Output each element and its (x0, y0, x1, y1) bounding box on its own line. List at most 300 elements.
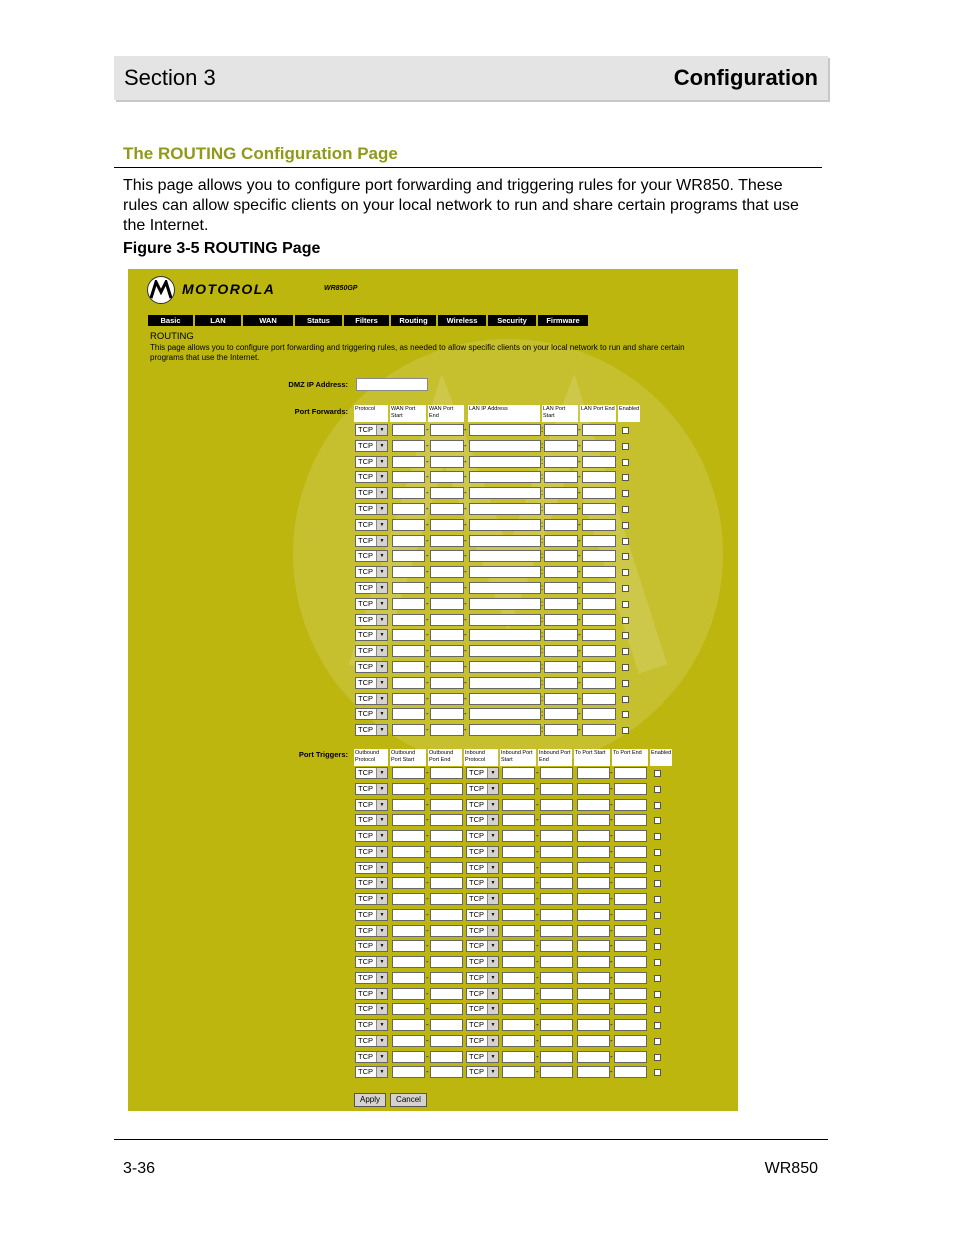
trigger-row-13-outbound-protocol-select[interactable] (355, 956, 388, 968)
forward-row-5-lan-start-input[interactable] (544, 487, 578, 499)
forward-row-15-protocol-select[interactable] (355, 645, 388, 657)
forward-row-19-lan-end-input[interactable] (582, 708, 616, 720)
trigger-row-12-in-end-input[interactable] (540, 940, 573, 952)
trigger-row-5-in-start-input[interactable] (502, 830, 535, 842)
trigger-row-10-inbound-protocol-select[interactable] (466, 909, 499, 921)
trigger-row-5-to-end-input[interactable] (614, 830, 647, 842)
trigger-row-13-inbound-protocol-select[interactable] (466, 956, 499, 968)
forward-row-10-wan-end-input[interactable] (430, 566, 464, 578)
trigger-row-4-inbound-protocol-select[interactable] (466, 814, 499, 826)
forward-row-1-lan-ip-input[interactable] (469, 424, 544, 436)
forward-row-14-lan-ip-input[interactable] (469, 629, 544, 641)
forward-row-3-enabled-checkbox[interactable] (622, 459, 629, 466)
forward-row-20-enabled-checkbox[interactable] (622, 727, 629, 734)
trigger-row-12-out-end-input[interactable] (430, 940, 463, 952)
trigger-row-17-to-end-input[interactable] (614, 1019, 647, 1031)
trigger-row-3-in-end-input[interactable] (540, 799, 573, 811)
forward-row-4-lan-end-input[interactable] (582, 471, 616, 483)
trigger-row-9-enabled-checkbox[interactable] (654, 896, 661, 903)
forward-row-8-wan-start-input[interactable] (392, 535, 425, 547)
trigger-row-16-inbound-protocol-select[interactable] (466, 1003, 499, 1015)
forward-row-14-wan-start-input[interactable] (392, 629, 425, 641)
forward-row-1-wan-end-input[interactable] (430, 424, 464, 436)
cancel-button[interactable]: Cancel (390, 1093, 427, 1107)
forward-row-1-lan-end-input[interactable] (582, 424, 616, 436)
trigger-row-4-to-end-input[interactable] (614, 814, 647, 826)
trigger-row-4-outbound-protocol-select[interactable] (355, 814, 388, 826)
trigger-row-17-outbound-protocol-select[interactable] (355, 1019, 388, 1031)
forward-row-10-lan-end-input[interactable] (582, 566, 616, 578)
forward-row-9-lan-ip-input[interactable] (469, 550, 544, 562)
trigger-row-4-enabled-checkbox[interactable] (654, 817, 661, 824)
trigger-row-11-to-start-input[interactable] (577, 925, 610, 937)
forward-row-10-lan-start-input[interactable] (544, 566, 578, 578)
trigger-row-18-outbound-protocol-select[interactable] (355, 1035, 388, 1047)
trigger-row-10-out-end-input[interactable] (430, 909, 463, 921)
trigger-row-7-out-end-input[interactable] (430, 862, 463, 874)
forward-row-12-wan-end-input[interactable] (430, 598, 464, 610)
forward-row-8-lan-start-input[interactable] (544, 535, 578, 547)
forward-row-18-lan-ip-input[interactable] (469, 693, 544, 705)
trigger-row-1-out-end-input[interactable] (430, 767, 463, 779)
trigger-row-19-in-start-input[interactable] (502, 1051, 535, 1063)
trigger-row-1-in-end-input[interactable] (540, 767, 573, 779)
forward-row-4-lan-ip-input[interactable] (469, 471, 544, 483)
trigger-row-14-in-start-input[interactable] (502, 972, 535, 984)
trigger-row-18-to-start-input[interactable] (577, 1035, 610, 1047)
trigger-row-12-to-end-input[interactable] (614, 940, 647, 952)
trigger-row-4-out-start-input[interactable] (392, 814, 425, 826)
trigger-row-6-to-end-input[interactable] (614, 846, 647, 858)
trigger-row-13-to-end-input[interactable] (614, 956, 647, 968)
forward-row-6-wan-start-input[interactable] (392, 503, 425, 515)
trigger-row-20-inbound-protocol-select[interactable] (466, 1066, 499, 1078)
trigger-row-6-out-start-input[interactable] (392, 846, 425, 858)
trigger-row-6-enabled-checkbox[interactable] (654, 849, 661, 856)
trigger-row-9-to-end-input[interactable] (614, 893, 647, 905)
trigger-row-8-to-start-input[interactable] (577, 877, 610, 889)
forward-row-12-protocol-select[interactable] (355, 598, 388, 610)
trigger-row-3-in-start-input[interactable] (502, 799, 535, 811)
forward-row-1-enabled-checkbox[interactable] (622, 427, 629, 434)
forward-row-9-lan-end-input[interactable] (582, 550, 616, 562)
forward-row-15-wan-end-input[interactable] (430, 645, 464, 657)
trigger-row-10-out-start-input[interactable] (392, 909, 425, 921)
forward-row-13-wan-end-input[interactable] (430, 614, 464, 626)
forward-row-7-wan-end-input[interactable] (430, 519, 464, 531)
trigger-row-10-to-end-input[interactable] (614, 909, 647, 921)
forward-row-18-lan-start-input[interactable] (544, 693, 578, 705)
dmz-ip-input[interactable] (356, 378, 428, 391)
forward-row-19-enabled-checkbox[interactable] (622, 711, 629, 718)
forward-row-7-protocol-select[interactable] (355, 519, 388, 531)
forward-row-19-lan-start-input[interactable] (544, 708, 578, 720)
trigger-row-1-to-start-input[interactable] (577, 767, 610, 779)
trigger-row-17-out-start-input[interactable] (392, 1019, 425, 1031)
forward-row-20-wan-start-input[interactable] (392, 724, 425, 736)
trigger-row-17-inbound-protocol-select[interactable] (466, 1019, 499, 1031)
nav-tab-wan[interactable]: WAN (243, 315, 293, 326)
forward-row-12-lan-start-input[interactable] (544, 598, 578, 610)
trigger-row-18-to-end-input[interactable] (614, 1035, 647, 1047)
forward-row-4-wan-start-input[interactable] (392, 471, 425, 483)
nav-tab-status[interactable]: Status (295, 315, 342, 326)
trigger-row-8-out-end-input[interactable] (430, 877, 463, 889)
forward-row-16-wan-start-input[interactable] (392, 661, 425, 673)
trigger-row-14-to-start-input[interactable] (577, 972, 610, 984)
forward-row-11-enabled-checkbox[interactable] (622, 585, 629, 592)
trigger-row-7-to-end-input[interactable] (614, 862, 647, 874)
trigger-row-8-in-end-input[interactable] (540, 877, 573, 889)
forward-row-2-protocol-select[interactable] (355, 440, 388, 452)
forward-row-20-protocol-select[interactable] (355, 724, 388, 736)
forward-row-16-lan-start-input[interactable] (544, 661, 578, 673)
trigger-row-3-to-start-input[interactable] (577, 799, 610, 811)
trigger-row-11-inbound-protocol-select[interactable] (466, 925, 499, 937)
trigger-row-15-enabled-checkbox[interactable] (654, 991, 661, 998)
trigger-row-16-enabled-checkbox[interactable] (654, 1006, 661, 1013)
trigger-row-11-out-end-input[interactable] (430, 925, 463, 937)
trigger-row-12-out-start-input[interactable] (392, 940, 425, 952)
forward-row-20-lan-start-input[interactable] (544, 724, 578, 736)
trigger-row-17-out-end-input[interactable] (430, 1019, 463, 1031)
forward-row-17-wan-end-input[interactable] (430, 677, 464, 689)
trigger-row-4-to-start-input[interactable] (577, 814, 610, 826)
trigger-row-15-outbound-protocol-select[interactable] (355, 988, 388, 1000)
trigger-row-5-inbound-protocol-select[interactable] (466, 830, 499, 842)
forward-row-6-lan-end-input[interactable] (582, 503, 616, 515)
trigger-row-7-to-start-input[interactable] (577, 862, 610, 874)
trigger-row-2-out-start-input[interactable] (392, 783, 425, 795)
trigger-row-20-outbound-protocol-select[interactable] (355, 1066, 388, 1078)
apply-button[interactable]: Apply (354, 1093, 386, 1107)
trigger-row-15-to-start-input[interactable] (577, 988, 610, 1000)
forward-row-2-enabled-checkbox[interactable] (622, 443, 629, 450)
trigger-row-19-enabled-checkbox[interactable] (654, 1054, 661, 1061)
trigger-row-14-to-end-input[interactable] (614, 972, 647, 984)
trigger-row-18-in-start-input[interactable] (502, 1035, 535, 1047)
trigger-row-1-out-start-input[interactable] (392, 767, 425, 779)
trigger-row-19-out-start-input[interactable] (392, 1051, 425, 1063)
forward-row-16-wan-end-input[interactable] (430, 661, 464, 673)
trigger-row-19-to-start-input[interactable] (577, 1051, 610, 1063)
trigger-row-4-out-end-input[interactable] (430, 814, 463, 826)
forward-row-5-lan-end-input[interactable] (582, 487, 616, 499)
forward-row-2-wan-end-input[interactable] (430, 440, 464, 452)
forward-row-4-wan-end-input[interactable] (430, 471, 464, 483)
forward-row-7-lan-end-input[interactable] (582, 519, 616, 531)
trigger-row-13-in-end-input[interactable] (540, 956, 573, 968)
trigger-row-1-inbound-protocol-select[interactable] (466, 767, 499, 779)
forward-row-11-wan-start-input[interactable] (392, 582, 425, 594)
forward-row-19-lan-ip-input[interactable] (469, 708, 544, 720)
trigger-row-9-outbound-protocol-select[interactable] (355, 893, 388, 905)
forward-row-6-lan-start-input[interactable] (544, 503, 578, 515)
forward-row-18-wan-start-input[interactable] (392, 693, 425, 705)
trigger-row-14-inbound-protocol-select[interactable] (466, 972, 499, 984)
forward-row-12-lan-end-input[interactable] (582, 598, 616, 610)
trigger-row-14-out-start-input[interactable] (392, 972, 425, 984)
trigger-row-3-outbound-protocol-select[interactable] (355, 799, 388, 811)
trigger-row-17-to-start-input[interactable] (577, 1019, 610, 1031)
trigger-row-20-in-start-input[interactable] (502, 1066, 535, 1078)
forward-row-8-wan-end-input[interactable] (430, 535, 464, 547)
trigger-row-20-enabled-checkbox[interactable] (654, 1069, 661, 1076)
trigger-row-14-out-end-input[interactable] (430, 972, 463, 984)
forward-row-17-wan-start-input[interactable] (392, 677, 425, 689)
forward-row-12-enabled-checkbox[interactable] (622, 601, 629, 608)
trigger-row-9-out-end-input[interactable] (430, 893, 463, 905)
trigger-row-2-to-end-input[interactable] (614, 783, 647, 795)
trigger-row-16-out-end-input[interactable] (430, 1003, 463, 1015)
forward-row-7-wan-start-input[interactable] (392, 519, 425, 531)
trigger-row-3-out-end-input[interactable] (430, 799, 463, 811)
trigger-row-2-to-start-input[interactable] (577, 783, 610, 795)
trigger-row-2-enabled-checkbox[interactable] (654, 786, 661, 793)
trigger-row-16-outbound-protocol-select[interactable] (355, 1003, 388, 1015)
forward-row-7-enabled-checkbox[interactable] (622, 522, 629, 529)
forward-row-1-protocol-select[interactable] (355, 424, 388, 436)
forward-row-17-enabled-checkbox[interactable] (622, 680, 629, 687)
forward-row-11-protocol-select[interactable] (355, 582, 388, 594)
forward-row-8-protocol-select[interactable] (355, 535, 388, 547)
trigger-row-20-out-end-input[interactable] (430, 1066, 463, 1078)
trigger-row-16-to-end-input[interactable] (614, 1003, 647, 1015)
forward-row-13-lan-start-input[interactable] (544, 614, 578, 626)
forward-row-15-wan-start-input[interactable] (392, 645, 425, 657)
forward-row-15-lan-ip-input[interactable] (469, 645, 544, 657)
trigger-row-12-to-start-input[interactable] (577, 940, 610, 952)
forward-row-10-enabled-checkbox[interactable] (622, 569, 629, 576)
trigger-row-13-out-end-input[interactable] (430, 956, 463, 968)
trigger-row-15-in-start-input[interactable] (502, 988, 535, 1000)
forward-row-5-lan-ip-input[interactable] (469, 487, 544, 499)
forward-row-17-protocol-select[interactable] (355, 677, 388, 689)
trigger-row-17-in-end-input[interactable] (540, 1019, 573, 1031)
trigger-row-1-outbound-protocol-select[interactable] (355, 767, 388, 779)
trigger-row-13-in-start-input[interactable] (502, 956, 535, 968)
forward-row-9-wan-end-input[interactable] (430, 550, 464, 562)
trigger-row-9-in-end-input[interactable] (540, 893, 573, 905)
trigger-row-7-in-end-input[interactable] (540, 862, 573, 874)
forward-row-20-wan-end-input[interactable] (430, 724, 464, 736)
forward-row-19-protocol-select[interactable] (355, 708, 388, 720)
nav-tab-lan[interactable]: LAN (195, 315, 241, 326)
trigger-row-11-in-end-input[interactable] (540, 925, 573, 937)
trigger-row-12-enabled-checkbox[interactable] (654, 943, 661, 950)
trigger-row-6-out-end-input[interactable] (430, 846, 463, 858)
trigger-row-15-out-end-input[interactable] (430, 988, 463, 1000)
forward-row-13-protocol-select[interactable] (355, 614, 388, 626)
trigger-row-11-to-end-input[interactable] (614, 925, 647, 937)
forward-row-18-enabled-checkbox[interactable] (622, 696, 629, 703)
trigger-row-7-inbound-protocol-select[interactable] (466, 862, 499, 874)
forward-row-17-lan-start-input[interactable] (544, 677, 578, 689)
forward-row-19-wan-start-input[interactable] (392, 708, 425, 720)
trigger-row-4-in-end-input[interactable] (540, 814, 573, 826)
forward-row-8-enabled-checkbox[interactable] (622, 538, 629, 545)
trigger-row-5-outbound-protocol-select[interactable] (355, 830, 388, 842)
trigger-row-9-to-start-input[interactable] (577, 893, 610, 905)
trigger-row-9-inbound-protocol-select[interactable] (466, 893, 499, 905)
trigger-row-16-in-start-input[interactable] (502, 1003, 535, 1015)
forward-row-4-protocol-select[interactable] (355, 471, 388, 483)
forward-row-2-lan-start-input[interactable] (544, 440, 578, 452)
forward-row-12-wan-start-input[interactable] (392, 598, 425, 610)
forward-row-3-lan-end-input[interactable] (582, 456, 616, 468)
trigger-row-18-inbound-protocol-select[interactable] (466, 1035, 499, 1047)
forward-row-2-lan-end-input[interactable] (582, 440, 616, 452)
trigger-row-20-to-start-input[interactable] (577, 1066, 610, 1078)
forward-row-1-lan-start-input[interactable] (544, 424, 578, 436)
trigger-row-19-out-end-input[interactable] (430, 1051, 463, 1063)
trigger-row-6-outbound-protocol-select[interactable] (355, 846, 388, 858)
trigger-row-10-enabled-checkbox[interactable] (654, 912, 661, 919)
forward-row-3-protocol-select[interactable] (355, 456, 388, 468)
trigger-row-5-in-end-input[interactable] (540, 830, 573, 842)
forward-row-8-lan-ip-input[interactable] (469, 535, 544, 547)
trigger-row-3-inbound-protocol-select[interactable] (466, 799, 499, 811)
trigger-row-18-out-start-input[interactable] (392, 1035, 425, 1047)
trigger-row-5-out-end-input[interactable] (430, 830, 463, 842)
forward-row-9-lan-start-input[interactable] (544, 550, 578, 562)
trigger-row-10-in-end-input[interactable] (540, 909, 573, 921)
trigger-row-8-enabled-checkbox[interactable] (654, 880, 661, 887)
forward-row-3-wan-end-input[interactable] (430, 456, 464, 468)
trigger-row-19-inbound-protocol-select[interactable] (466, 1051, 499, 1063)
nav-tab-routing[interactable]: Routing (391, 315, 436, 326)
forward-row-6-protocol-select[interactable] (355, 503, 388, 515)
forward-row-5-protocol-select[interactable] (355, 487, 388, 499)
trigger-row-6-to-start-input[interactable] (577, 846, 610, 858)
trigger-row-1-in-start-input[interactable] (502, 767, 535, 779)
forward-row-16-lan-ip-input[interactable] (469, 661, 544, 673)
trigger-row-16-out-start-input[interactable] (392, 1003, 425, 1015)
forward-row-14-enabled-checkbox[interactable] (622, 632, 629, 639)
trigger-row-3-to-end-input[interactable] (614, 799, 647, 811)
forward-row-6-lan-ip-input[interactable] (469, 503, 544, 515)
forward-row-11-lan-end-input[interactable] (582, 582, 616, 594)
trigger-row-7-out-start-input[interactable] (392, 862, 425, 874)
trigger-row-1-to-end-input[interactable] (614, 767, 647, 779)
trigger-row-2-in-start-input[interactable] (502, 783, 535, 795)
trigger-row-15-out-start-input[interactable] (392, 988, 425, 1000)
nav-tab-basic[interactable]: Basic (148, 315, 193, 326)
forward-row-6-enabled-checkbox[interactable] (622, 506, 629, 513)
trigger-row-6-inbound-protocol-select[interactable] (466, 846, 499, 858)
forward-row-16-enabled-checkbox[interactable] (622, 664, 629, 671)
forward-row-14-protocol-select[interactable] (355, 629, 388, 641)
forward-row-10-protocol-select[interactable] (355, 566, 388, 578)
trigger-row-20-in-end-input[interactable] (540, 1066, 573, 1078)
forward-row-10-lan-ip-input[interactable] (469, 566, 544, 578)
trigger-row-19-outbound-protocol-select[interactable] (355, 1051, 388, 1063)
forward-row-16-lan-end-input[interactable] (582, 661, 616, 673)
trigger-row-12-in-start-input[interactable] (502, 940, 535, 952)
trigger-row-17-enabled-checkbox[interactable] (654, 1022, 661, 1029)
forward-row-12-lan-ip-input[interactable] (469, 598, 544, 610)
trigger-row-7-enabled-checkbox[interactable] (654, 865, 661, 872)
forward-row-13-enabled-checkbox[interactable] (622, 617, 629, 624)
forward-row-3-wan-start-input[interactable] (392, 456, 425, 468)
forward-row-17-lan-ip-input[interactable] (469, 677, 544, 689)
forward-row-15-lan-start-input[interactable] (544, 645, 578, 657)
trigger-row-7-in-start-input[interactable] (502, 862, 535, 874)
trigger-row-2-inbound-protocol-select[interactable] (466, 783, 499, 795)
trigger-row-15-to-end-input[interactable] (614, 988, 647, 1000)
forward-row-1-wan-start-input[interactable] (392, 424, 425, 436)
trigger-row-15-inbound-protocol-select[interactable] (466, 988, 499, 1000)
trigger-row-2-out-end-input[interactable] (430, 783, 463, 795)
forward-row-5-wan-end-input[interactable] (430, 487, 464, 499)
forward-row-2-wan-start-input[interactable] (392, 440, 425, 452)
trigger-row-1-enabled-checkbox[interactable] (654, 770, 661, 777)
trigger-row-10-to-start-input[interactable] (577, 909, 610, 921)
forward-row-3-lan-start-input[interactable] (544, 456, 578, 468)
forward-row-5-wan-start-input[interactable] (392, 487, 425, 499)
trigger-row-14-in-end-input[interactable] (540, 972, 573, 984)
forward-row-7-lan-ip-input[interactable] (469, 519, 544, 531)
forward-row-6-wan-end-input[interactable] (430, 503, 464, 515)
trigger-row-18-in-end-input[interactable] (540, 1035, 573, 1047)
trigger-row-16-to-start-input[interactable] (577, 1003, 610, 1015)
forward-row-3-lan-ip-input[interactable] (469, 456, 544, 468)
trigger-row-16-in-end-input[interactable] (540, 1003, 573, 1015)
trigger-row-8-out-start-input[interactable] (392, 877, 425, 889)
forward-row-11-lan-start-input[interactable] (544, 582, 578, 594)
trigger-row-18-enabled-checkbox[interactable] (654, 1038, 661, 1045)
forward-row-18-lan-end-input[interactable] (582, 693, 616, 705)
forward-row-10-wan-start-input[interactable] (392, 566, 425, 578)
nav-tab-security[interactable]: Security (488, 315, 536, 326)
trigger-row-20-out-start-input[interactable] (392, 1066, 425, 1078)
forward-row-9-wan-start-input[interactable] (392, 550, 425, 562)
forward-row-16-protocol-select[interactable] (355, 661, 388, 673)
trigger-row-15-in-end-input[interactable] (540, 988, 573, 1000)
forward-row-13-lan-end-input[interactable] (582, 614, 616, 626)
trigger-row-4-in-start-input[interactable] (502, 814, 535, 826)
trigger-row-10-outbound-protocol-select[interactable] (355, 909, 388, 921)
forward-row-18-wan-end-input[interactable] (430, 693, 464, 705)
nav-tab-firmware[interactable]: Firmware (538, 315, 588, 326)
forward-row-20-lan-end-input[interactable] (582, 724, 616, 736)
trigger-row-2-outbound-protocol-select[interactable] (355, 783, 388, 795)
trigger-row-5-out-start-input[interactable] (392, 830, 425, 842)
forward-row-4-lan-start-input[interactable] (544, 471, 578, 483)
trigger-row-5-enabled-checkbox[interactable] (654, 833, 661, 840)
trigger-row-3-out-start-input[interactable] (392, 799, 425, 811)
nav-tab-filters[interactable]: Filters (344, 315, 389, 326)
forward-row-14-lan-start-input[interactable] (544, 629, 578, 641)
trigger-row-10-in-start-input[interactable] (502, 909, 535, 921)
forward-row-7-lan-start-input[interactable] (544, 519, 578, 531)
trigger-row-8-inbound-protocol-select[interactable] (466, 877, 499, 889)
trigger-row-6-in-end-input[interactable] (540, 846, 573, 858)
trigger-row-13-out-start-input[interactable] (392, 956, 425, 968)
trigger-row-8-in-start-input[interactable] (502, 877, 535, 889)
forward-row-15-lan-end-input[interactable] (582, 645, 616, 657)
trigger-row-8-outbound-protocol-select[interactable] (355, 877, 388, 889)
trigger-row-2-in-end-input[interactable] (540, 783, 573, 795)
trigger-row-5-to-start-input[interactable] (577, 830, 610, 842)
trigger-row-6-in-start-input[interactable] (502, 846, 535, 858)
trigger-row-13-to-start-input[interactable] (577, 956, 610, 968)
trigger-row-11-enabled-checkbox[interactable] (654, 928, 661, 935)
trigger-row-14-enabled-checkbox[interactable] (654, 975, 661, 982)
forward-row-5-enabled-checkbox[interactable] (622, 490, 629, 497)
trigger-row-8-to-end-input[interactable] (614, 877, 647, 889)
forward-row-11-lan-ip-input[interactable] (469, 582, 544, 594)
